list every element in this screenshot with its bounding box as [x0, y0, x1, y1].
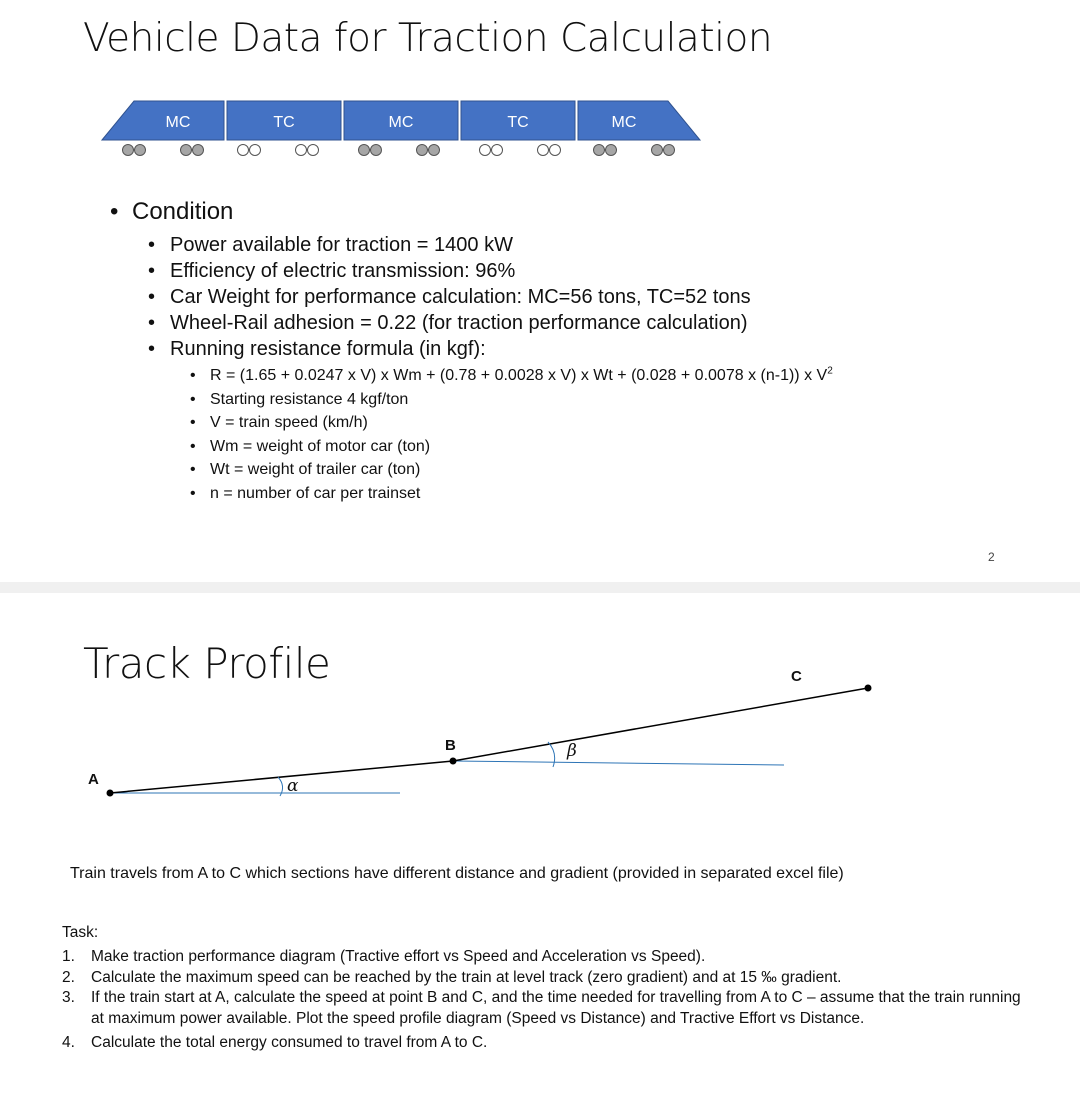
task-item: 2. Calculate the maximum speed can be reached by the train at level track (zero gradient) and at 15 ‰ gradient. — [62, 968, 842, 986]
track-segment-bc — [453, 688, 868, 761]
beta-label: β — [567, 741, 577, 761]
reference-line-b — [453, 761, 784, 765]
condition-list — [148, 232, 751, 362]
list-item: • Power available for traction = 1400 kW — [148, 234, 513, 256]
car-label-5: MC — [611, 114, 637, 131]
list-item: • Starting resistance 4 kgf/ton — [190, 390, 409, 408]
track-profile-diagram — [0, 593, 1080, 853]
train-diagram — [100, 100, 705, 162]
task-item: 4. Calculate the total energy consumed to travel from A to C. — [62, 1034, 488, 1051]
point-a-marker — [107, 790, 114, 797]
list-item: • Car Weight for performance calculation: MC=56 tons, TC=52 tons — [148, 286, 751, 308]
point-c-label: C — [791, 668, 802, 685]
train-car-mc-1 — [102, 101, 224, 140]
car-label-2: TC — [273, 114, 295, 131]
task-heading: Task: — [62, 924, 99, 941]
list-item: • Wt = weight of trailer car (ton) — [190, 461, 421, 478]
page-number: 2 — [988, 550, 995, 564]
track-segment-ab — [110, 761, 453, 793]
wheels-tc-2 — [480, 145, 561, 156]
list-item: • Efficiency of electric transmission: 96% — [148, 260, 516, 282]
task-item: 3. If the train start at A, calculate the speed at point B and C, and the time needed for travelling from A to C – assume that the train running at maximum power available. Plot the speed profile diagram (Speed vs Distance) and Tractive Effort vs Distance. — [62, 989, 1021, 1027]
car-label-1: MC — [165, 114, 191, 131]
wheels-mc-3 — [594, 145, 675, 156]
task-item: 1. Make traction performance diagram (Tractive effort vs Speed and Acceleration vs Speed). — [62, 948, 706, 965]
formula-main: • R = (1.65 + 0.0247 x V) x Wm + (0.78 + 0.0028 x V) x Wt + (0.028 + 0.0078 x (n-1)) x $V^2$ — [190, 365, 833, 384]
point-b-marker — [450, 758, 457, 765]
point-c-marker — [865, 685, 872, 692]
task-list — [62, 947, 1022, 1054]
angle-arc-beta — [548, 742, 555, 767]
condition-heading: • Condition — [110, 198, 234, 225]
list-item: • V = train speed (km/h) — [190, 414, 368, 431]
wheels-tc-1 — [238, 145, 319, 156]
point-a-label: A — [88, 771, 99, 788]
bullet-icon: • — [110, 198, 119, 225]
slide-title: Vehicle Data for Traction Calculation — [83, 16, 773, 61]
alpha-label: α — [287, 776, 299, 796]
wheels-mc-2 — [359, 145, 440, 156]
slide-title: Track Profile — [83, 639, 331, 688]
track-description: Train travels from A to C which sections have different distance and gradient (provided in separated excel file) — [70, 865, 844, 882]
point-b-label: B — [445, 737, 456, 754]
wheels-mc-1 — [123, 145, 204, 156]
car-label-4: TC — [507, 114, 529, 131]
list-item: • Running resistance formula (in kgf): — [148, 338, 486, 360]
car-label-3: MC — [388, 114, 414, 131]
slide-track-profile — [0, 593, 1080, 1102]
list-item: • Wm = weight of motor car (ton) — [190, 437, 431, 455]
list-item: • n = number of car per trainset — [190, 484, 421, 502]
list-item: • Wheel-Rail adhesion = 0.22 (for traction performance calculation) — [148, 312, 748, 334]
train-car-mc-3 — [578, 101, 700, 140]
formula-list — [190, 364, 833, 505]
